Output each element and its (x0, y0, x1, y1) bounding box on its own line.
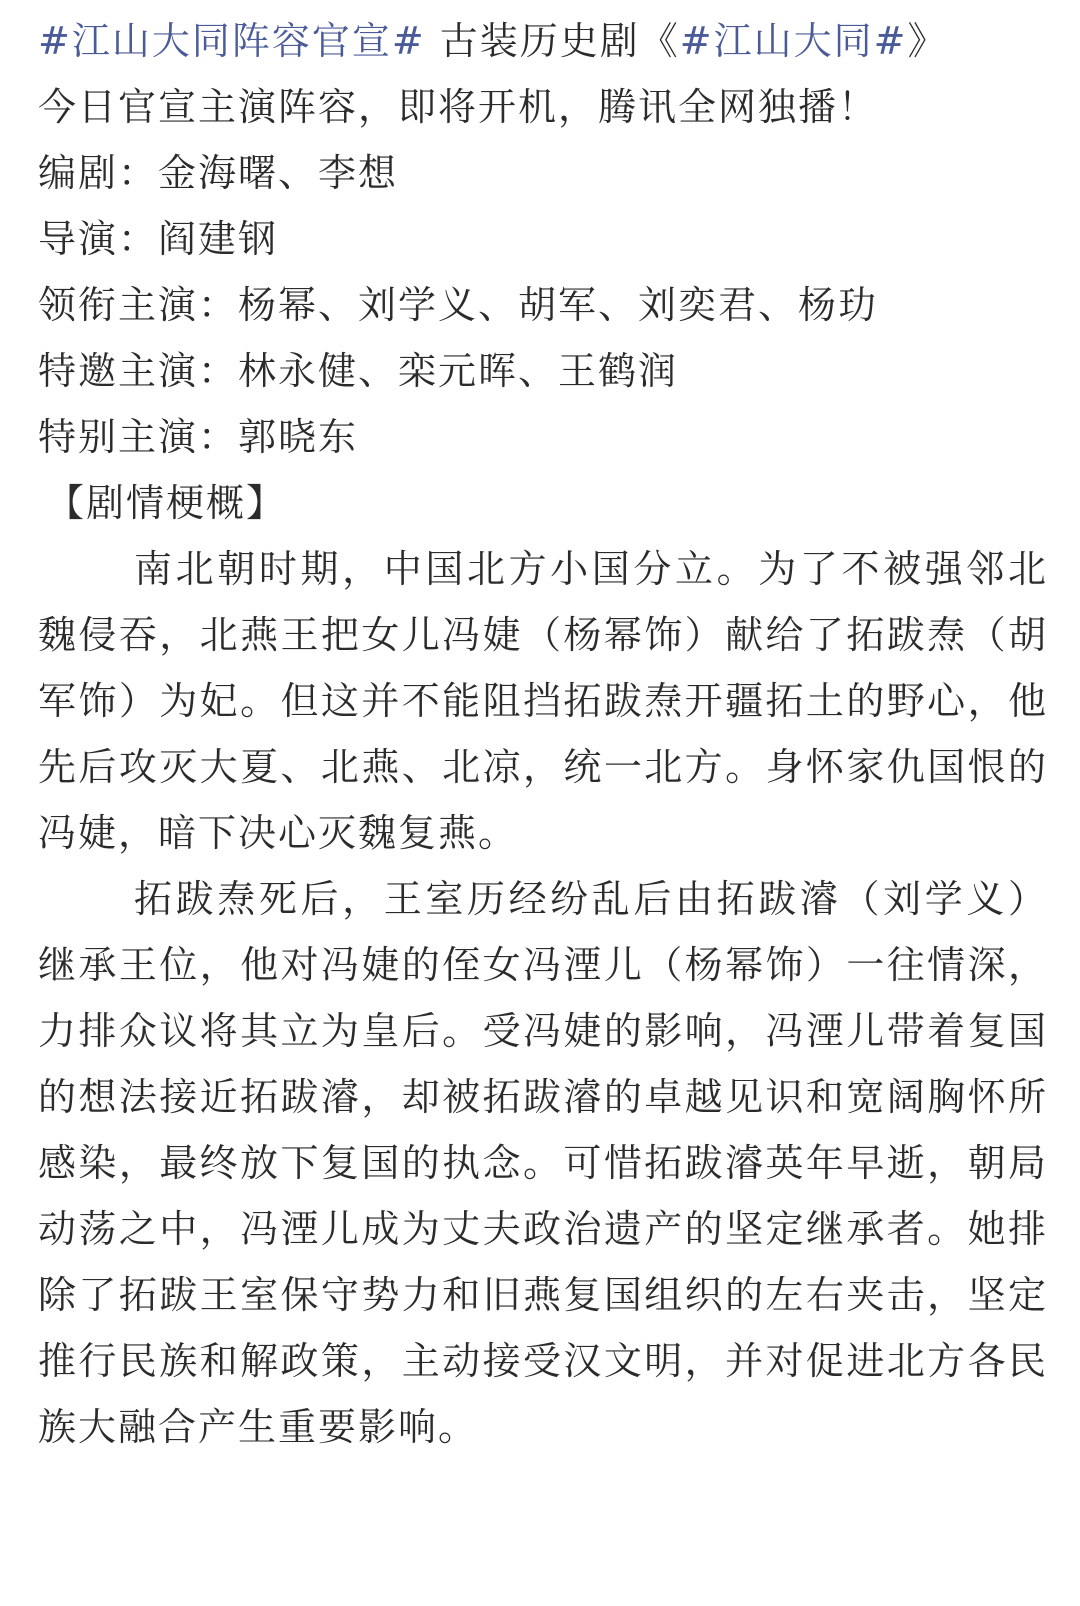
post-content (38, 8, 1048, 1460)
close-bracket: 》 (907, 19, 948, 63)
credit-director (38, 206, 1048, 272)
credit-names: 杨幂、刘学义、胡军、刘奕君、杨玏 (238, 283, 879, 327)
synopsis-paragraph-1: 南北朝时期，中国北方小国分立。为了不被强邻北魏侵吞，北燕王把女儿冯婕（杨幂饰）献给了拓跋焘（胡军饰）为妃。但这并不能阻挡拓跋焘开疆拓土的野心，他先后攻灭大夏、北燕、北凉，统一北方。身怀家仇国恨的冯婕，暗下决心灭魏复燕。 (38, 547, 1048, 855)
credit-names: 郭晓东 (238, 415, 359, 459)
credit-screenwriter (38, 140, 1048, 206)
credit-guest-cast (38, 338, 1048, 404)
credit-names: 金海曙、李想 (158, 151, 399, 195)
credit-names: 阎建钢 (158, 217, 279, 261)
credit-label: 领衔主演： (38, 283, 239, 327)
credit-label: 编剧： (38, 151, 159, 195)
drama-hashtag-link[interactable]: #江山大同# (679, 19, 908, 63)
topic-hashtag-link[interactable]: #江山大同阵容官宣# (38, 19, 426, 63)
credit-label: 导演： (38, 217, 159, 261)
credit-label: 特邀主演： (38, 349, 239, 393)
announcement-text: 今日官宣主演阵容，即将开机，腾讯全网独播！ (38, 85, 879, 129)
credit-names: 林永健、栾元晖、王鹤润 (238, 349, 679, 393)
synopsis-paragraph-2: 拓跋焘死后，王室历经纷乱后由拓跋濬（刘学义）继承王位，他对冯婕的侄女冯湮儿（杨幂饰）一往情深，力排众议将其立为皇后。受冯婕的影响，冯湮儿带着复国的想法接近拓跋濬，却被拓跋濬的卓越见识和宽阔胸怀所感染，最终放下复国的执念。可惜拓跋濬英年早逝，朝局动荡之中，冯湮儿成为丈夫政治遗产的坚定继承者。她排除了拓跋王室保守势力和旧燕复国组织的左右夹击，坚定推行民族和解政策，主动接受汉文明，并对促进北方各民族大融合产生重要影响。 (38, 877, 1048, 1449)
credit-label: 特别主演： (38, 415, 239, 459)
post-title-line (38, 8, 1048, 74)
genre-text: 古装历史剧《 (425, 19, 680, 63)
credit-lead-cast (38, 272, 1048, 338)
credit-special-cast (38, 404, 1048, 470)
synopsis-heading: 【剧情梗概】 (46, 481, 287, 525)
